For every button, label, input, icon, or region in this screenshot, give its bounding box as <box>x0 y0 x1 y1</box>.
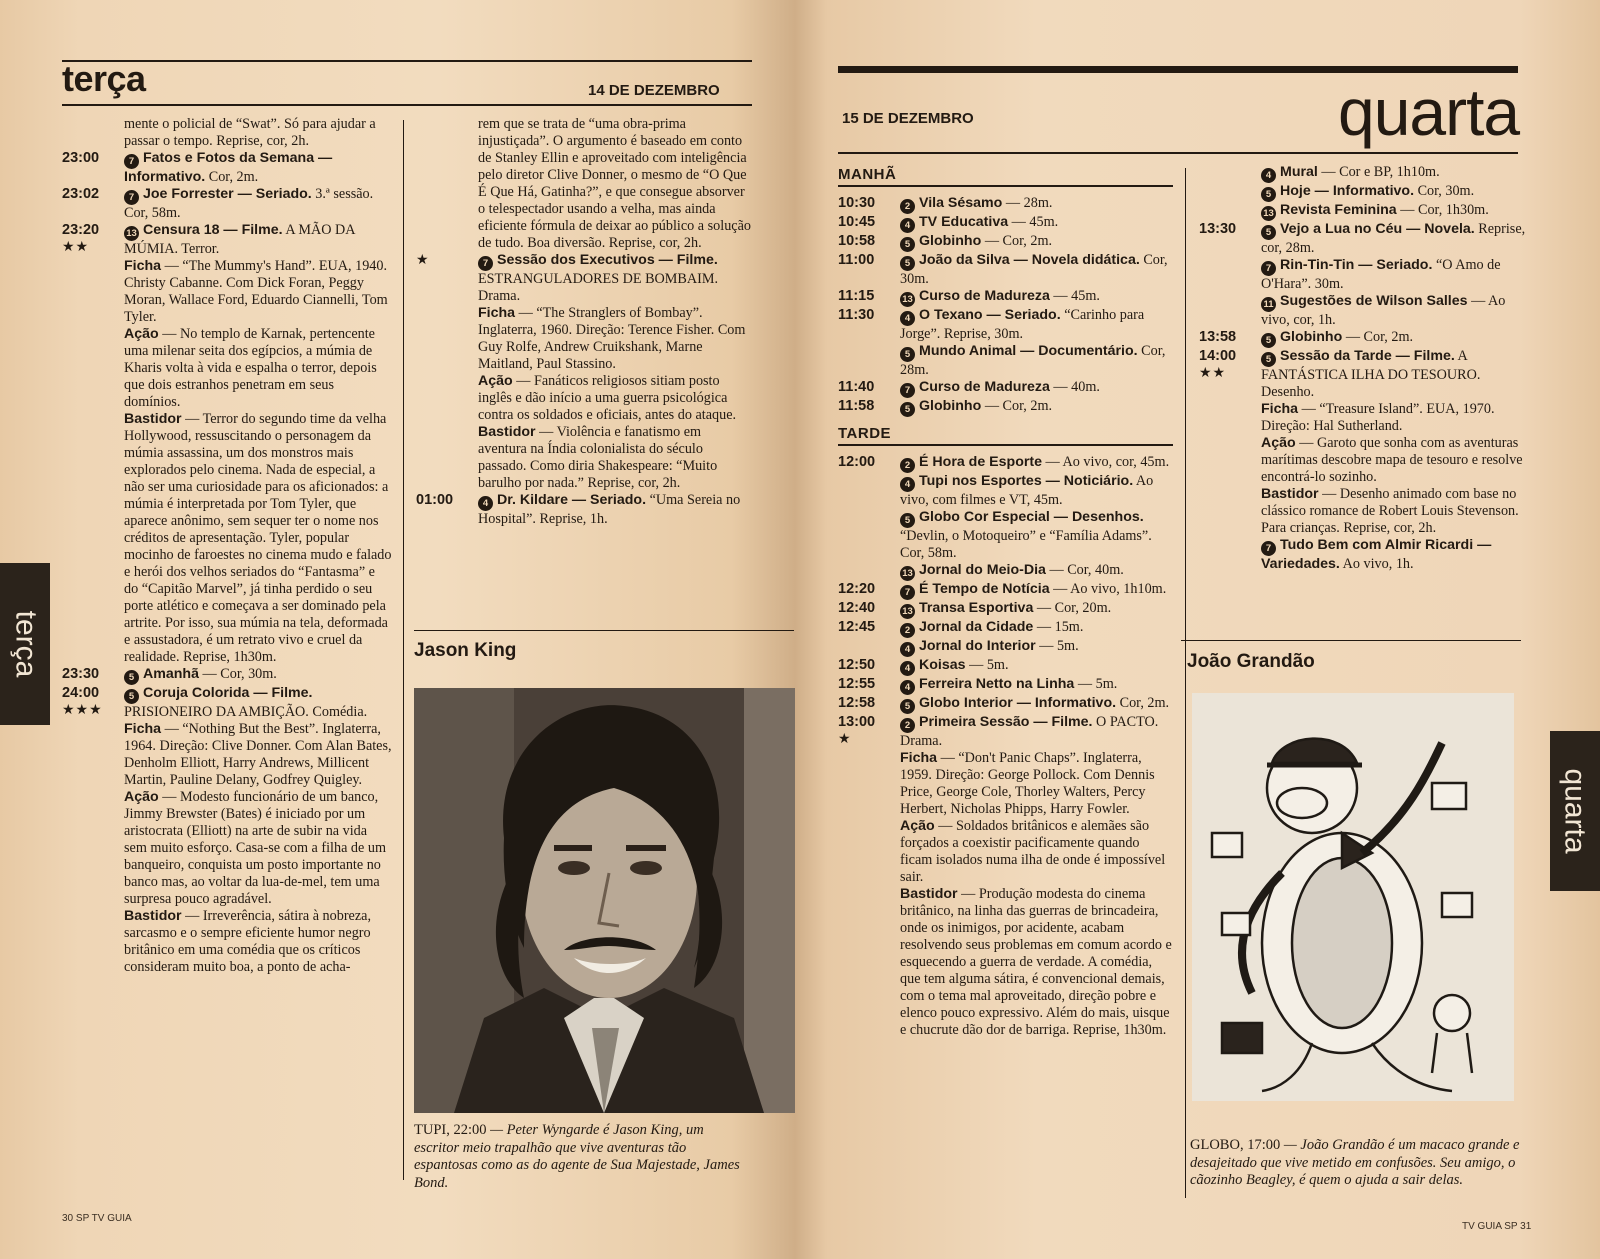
channel-badge: 5 <box>124 670 139 685</box>
listing-time: 12:20 <box>838 581 876 597</box>
listing-description: “Carinho para Jorge”. Reprise, 30m. <box>900 307 1145 342</box>
listing-title: João da Silva — Novela didática. <box>919 252 1140 268</box>
listing-title: Ação <box>124 326 159 342</box>
listing-time: 10:58 <box>838 233 876 249</box>
schedule-column-1 <box>838 158 1173 1039</box>
listing-time: 24:00 <box>62 685 100 701</box>
listing-entry <box>62 186 392 222</box>
rating-stars: ★ <box>416 253 430 268</box>
listing-entry <box>838 676 1173 695</box>
rating-stars: ★★ <box>1199 366 1227 381</box>
listing-description: “Uma Sereia no Hospital”. Reprise, 1h. <box>478 492 741 527</box>
listing-title: Hoje — Informativo. <box>1280 183 1415 199</box>
listing-title: Tupi nos Esportes — Noticiário. <box>919 473 1134 489</box>
listing-description: — 5m. <box>965 657 1009 673</box>
channel-badge: 5 <box>1261 225 1276 240</box>
listing-description: — No templo de Karnak, pertencente uma milenar seita dos egípcios, a múmia de Kharis volta à vida e espalha o terror, depois que dois estranhos penetram em seus domínios. <box>124 326 377 410</box>
listing-entry <box>416 373 752 424</box>
listing-entry <box>838 509 1173 562</box>
listing-description: — Desenho animado com base no clássico romance de Robert Louis Stevenson. Para crianças. Reprise, cor, 2h. <box>1261 486 1519 536</box>
channel-badge: 4 <box>900 642 915 657</box>
channel-badge: 4 <box>900 218 915 233</box>
listing-description: — 5m. <box>1035 638 1079 654</box>
listing-title: Sessão da Tarde — Filme. <box>1280 348 1455 364</box>
page-footer: TV GUIA SP 31 <box>1462 1221 1532 1232</box>
feature-caption-lead: TUPI, 22:00 <box>414 1122 487 1138</box>
channel-badge: 5 <box>900 699 915 714</box>
section-afternoon: TARDE <box>838 423 1173 446</box>
listing-description: Cor, 30m. <box>900 252 1168 287</box>
listing-entry <box>416 492 752 528</box>
morning-list <box>838 195 1173 417</box>
listing-description: — “Nothing But the Best”. Inglaterra, 1964. Direção: Clive Donner. Com Alan Bates, Denholm Elliott, Harry Andrews, Millicent Martin, Pauline Delany, Godfrey Quigley. <box>124 721 392 788</box>
listing-title: Bastidor <box>1261 486 1319 502</box>
schedule-column-1 <box>62 116 392 976</box>
left-page <box>0 0 795 1259</box>
listing-title: Bastidor <box>478 424 536 440</box>
listing-title: Bastidor <box>124 908 182 924</box>
listing-title: Sessão dos Executivos — Filme. <box>497 252 718 268</box>
listing-description: — 5m. <box>1074 676 1118 692</box>
section-morning: MANHÃ <box>838 164 1173 187</box>
side-tab-label: quarta <box>1559 768 1593 854</box>
listing-description: — Cor e BP, 1h10m. <box>1317 164 1440 180</box>
listing-description: — “The Mummy's Hand”. EUA, 1940. Christy Cabanne. Com Dick Foran, Peggy Moran, Wallace Ford, Eduardo Ciannelli, Tom Tyler. <box>124 258 388 325</box>
listing-description: — Produção modesta do cinema britânico, na linha das guerras de brincadeira, onde os inimigos, por acidente, acabam resolvendo seus problemas em comum acordo e esquecendo a guerra de verdade. A comédia, que tem alguma sátira, é convencional demais, com o tema mal aproveitado, direção pobre e elenco pouco expressivo. Além do mais, uisque e chucrute dão dor de barriga. Reprise, 1h30m. <box>900 886 1172 1038</box>
listing-entry <box>838 214 1173 233</box>
listing-title: Ferreira Netto na Linha <box>919 676 1075 692</box>
day-side-tab <box>1550 731 1600 891</box>
listing-title: Ação <box>478 373 513 389</box>
listing-description: Reprise, cor, 28m. <box>1261 221 1526 256</box>
listing-title: Primeira Sessão — Filme. <box>919 714 1093 730</box>
listing-description: Cor, 28m. <box>900 343 1166 378</box>
listing-entry <box>416 305 752 373</box>
listing-entry <box>838 398 1173 417</box>
listing-entry <box>838 454 1173 473</box>
listing-title: Jornal do Interior <box>919 638 1036 654</box>
day-side-tab <box>0 563 50 725</box>
channel-badge: 7 <box>1261 541 1276 556</box>
listing-time: 13:58 <box>1199 329 1237 345</box>
listing-title: É Hora de Esporte <box>919 454 1042 470</box>
listing-title: Censura 18 — Filme. <box>143 222 283 238</box>
listing-description: rem que se trata de “uma obra-prima injustiçada”. O argumento é baseado em conto de Stanley Ellin e aproveitado com inteligência pelo diretor Clive Donner, o mesmo de “O Que É Que Há, Gatinha?”, e que consegue absorver o telespectador usando a velha, mas ainda eficiente fórmula de deixar ao público a solução de tudo. Boa diversão. Reprise, cor, 2h. <box>478 116 751 251</box>
listing-description: PRISIONEIRO DA AMBIÇÃO. Comédia. <box>124 704 368 720</box>
listing-description: — Soldados britânicos e alemães são forçados a coexistir pacificamente quando ficam isolados numa ilha de onde é impossível sair. <box>900 818 1166 885</box>
listing-time: 12:58 <box>838 695 876 711</box>
listing-title: Mundo Animal — Documentário. <box>919 343 1138 359</box>
listing-description: Cor, 2m. <box>205 169 259 185</box>
listing-entry <box>62 222 392 258</box>
listing-title: Dr. Kildare — Seriado. <box>497 492 647 508</box>
channel-badge: 5 <box>900 513 915 528</box>
channel-badge: 4 <box>900 680 915 695</box>
listing-entry <box>838 288 1173 307</box>
listing-description: A MÃO DA MÚMIA. Terror. <box>124 222 355 257</box>
listing-title: Sugestões de Wilson Salles <box>1280 293 1468 309</box>
listing-description: Cor, 30m. <box>1414 183 1475 199</box>
listing-description: — Cor, 2m. <box>981 233 1053 249</box>
side-tab-label: terça <box>9 610 43 678</box>
channel-badge: 5 <box>900 347 915 362</box>
listing-time: 11:30 <box>838 307 875 323</box>
listing-description: — Cor, 2m. <box>1342 329 1414 345</box>
listing-entry <box>1199 221 1526 257</box>
channel-badge: 7 <box>1261 261 1276 276</box>
listing-time: 11:58 <box>838 398 875 414</box>
listing-title: Transa Esportiva <box>919 600 1034 616</box>
listing-entry <box>838 619 1173 638</box>
listing-title: Vila Sésamo <box>919 195 1003 211</box>
rating-stars: ★★ <box>62 240 90 255</box>
listing-entry <box>838 343 1173 379</box>
listing-title: Fatos e Fotos da Semana — Informativo. <box>124 150 333 185</box>
channel-badge: 4 <box>900 311 915 326</box>
listing-entry <box>62 411 392 666</box>
listing-description: “Devlin, o Motoqueiro” e “Família Adams”. Cor, 58m. <box>900 528 1152 561</box>
listing-description: — 28m. <box>1002 195 1053 211</box>
channel-badge: 5 <box>900 256 915 271</box>
listing-title: Ficha <box>1261 401 1299 417</box>
listing-time: 11:40 <box>838 379 875 395</box>
listing-entry <box>838 473 1173 509</box>
page-date: 14 DE DEZEMBRO <box>588 82 720 99</box>
listing-description: Ao vivo, com filmes e VT, 45m. <box>900 473 1154 508</box>
page-footer: 30 SP TV GUIA <box>62 1213 132 1224</box>
listing-title: Jornal da Cidade <box>919 619 1034 635</box>
listing-entry <box>1199 537 1526 573</box>
listing-description: ESTRANGULADORES DE BOMBAIM. Drama. <box>478 271 719 304</box>
listing-time: 23:30 <box>62 666 100 682</box>
feature-rule <box>1181 640 1521 641</box>
listing-time: 13:30 <box>1199 221 1237 237</box>
listing-entry <box>838 252 1173 288</box>
listing-entry <box>1199 329 1526 348</box>
listing-description: — Ao vivo, 1h10m. <box>1049 581 1167 597</box>
listing-time: 12:45 <box>838 619 876 635</box>
listing-description: — Cor, 20m. <box>1033 600 1112 616</box>
listing-description: A FANTÁSTICA ILHA DO TESOURO. Desenho. <box>1261 348 1481 400</box>
listing-entry <box>62 721 392 789</box>
feature-caption-lead: GLOBO, 17:00 <box>1190 1137 1281 1153</box>
listing-title: Joe Forrester — Seriado. <box>143 186 312 202</box>
channel-badge: 13 <box>900 292 915 307</box>
feature-caption-text: — João Grandão é um macaco grande e desajeitado que vive metido em confusões. Seu amigo, o cãozinho Beagley, é quem o ajuda a sair delas. <box>1190 1137 1520 1188</box>
listing-entry <box>838 379 1173 398</box>
channel-badge: 4 <box>478 496 493 511</box>
listing-entry <box>838 195 1173 214</box>
listing-time: 12:00 <box>838 454 876 470</box>
channel-badge: 5 <box>1261 187 1276 202</box>
listing-description: — Garoto que sonha com as aventuras marítimas descobre mapa de tesouro e resolve encontrá-lo sozinho. <box>1261 435 1523 485</box>
feature-rule <box>414 630 794 631</box>
channel-badge: 13 <box>1261 206 1276 221</box>
listing-title: Mural <box>1280 164 1318 180</box>
listing-entry <box>62 666 392 685</box>
listing-title: Amanhã <box>143 666 199 682</box>
listing-title: TV Educativa <box>919 214 1009 230</box>
listing-time: 13:00 <box>838 714 876 730</box>
listing-entry <box>62 258 392 326</box>
listing-title: Globo Interior — Informativo. <box>919 695 1117 711</box>
listing-entry <box>62 150 392 186</box>
listing-title: Curso de Madureza <box>919 379 1050 395</box>
listing-time: 23:02 <box>62 186 100 202</box>
listing-entry <box>838 818 1173 886</box>
feature-caption <box>1190 1137 1520 1190</box>
rating-stars: ★ <box>838 732 852 747</box>
listing-entry <box>838 638 1173 657</box>
channel-badge: 5 <box>1261 333 1276 348</box>
listing-time: 12:50 <box>838 657 876 673</box>
channel-badge: 2 <box>900 458 915 473</box>
listing-time: 12:40 <box>838 600 876 616</box>
listing-title: Bastidor <box>900 886 958 902</box>
channel-badge: 5 <box>900 237 915 252</box>
listing-entry <box>838 695 1173 714</box>
listing-description: — Ao vivo, cor, 1h. <box>1261 293 1506 328</box>
listing-description: — Fanáticos religiosos sitiam posto inglês e dão início a uma guerra psicológica contra os soldados e oficiais, antes do ataque. <box>478 373 737 423</box>
listing-entry <box>838 562 1173 581</box>
listing-title: Bastidor <box>124 411 182 427</box>
listing-title: Globinho <box>919 398 982 414</box>
channel-badge: 2 <box>900 623 915 638</box>
schedule-column-2 <box>416 116 752 528</box>
listing-time: 10:45 <box>838 214 876 230</box>
listing-description: — Irreverência, sátira à nobreza, sarcasmo e o sempre eficiente humor negro britânico em uma comédia que os críticos consideram muito boa, a ponto de acha- <box>124 908 371 975</box>
listing-title: Globo Cor Especial — Desenhos. <box>919 509 1144 525</box>
top-rule <box>62 60 752 62</box>
page-day-title: quarta <box>1338 75 1520 149</box>
page-date: 15 DE DEZEMBRO <box>842 110 974 127</box>
channel-badge: 5 <box>124 689 139 704</box>
listing-entry <box>416 116 752 252</box>
top-rule <box>838 66 1518 73</box>
listing-description: — Modesto funcionário de um banco, Jimmy Brewster (Bates) é iniciado por um aristocrata (Elliott) na arte de subir na vida sem muito esforço. Casa-se com a filha de um banqueiro, conquista um posto importante no banco mas, ao voltar da lua-de-mel, tem uma surpresa pouco agradável. <box>124 789 386 907</box>
listing-entry <box>62 908 392 976</box>
listing-time: 12:55 <box>838 676 876 692</box>
listing-entry <box>838 307 1173 343</box>
listing-entry <box>1199 401 1526 435</box>
listing-entry <box>416 424 752 492</box>
listing-title: Coruja Colorida — Filme. <box>143 685 313 701</box>
listing-description: — Terror do segundo time da velha Hollywood, ressuscitando o personagem da múmia assassina, um dos monstros mais explorados pelo cinema. Nada de especial, a não ser uma curiosidade para os aficionados: a múmia é interpretada por Tom Tyler, que aparece anônimo, sem sequer ter o nome nos créditos de apresentação. Tyler, popular mocinho de faroestes no cinema mudo e falado e herói dos velhos seriados do “Fantasma” e do “Capitão Marvel”, já tinha perdido o seu porte atlético e começava a ser dominado pela artrite. Por isso, sua múmia na tela, deformada e assustadora, é um retrato vivo e cruel da realidade. Reprise, 1h30m. <box>124 411 392 665</box>
listing-title: Ação <box>124 789 159 805</box>
listing-title: O Texano — Seriado. <box>919 307 1061 323</box>
channel-badge: 13 <box>124 226 139 241</box>
listing-description: O PACTO. Drama. <box>900 714 1159 749</box>
feature-heading: Jason King <box>414 640 517 661</box>
listing-title: Revista Feminina <box>1280 202 1397 218</box>
listing-entry <box>838 657 1173 676</box>
listing-title: Ficha <box>900 750 938 766</box>
listing-title: Ficha <box>124 258 162 274</box>
channel-badge: 5 <box>900 402 915 417</box>
channel-badge: 4 <box>900 661 915 676</box>
listing-description: — “Don't Panic Chaps”. Inglaterra, 1959. Direção: George Pollock. Com Dennis Price, George Cole, Thorley Walters, Percy Herbert, Nicholas Phipps, Harry Fowler. <box>900 750 1155 817</box>
listing-entry <box>838 581 1173 600</box>
column-divider <box>403 120 404 1180</box>
page-day-title: terça <box>62 58 146 99</box>
listing-title: Ficha <box>478 305 516 321</box>
listing-title: Ação <box>1261 435 1296 451</box>
listing-entry <box>1199 257 1526 293</box>
channel-badge: 7 <box>900 585 915 600</box>
listing-entry <box>1199 486 1526 537</box>
header-rule <box>838 152 1518 154</box>
feature-heading: João Grandão <box>1187 651 1315 672</box>
listing-description: mente o policial de “Swat”. Só para ajudar a passar o tempo. Reprise, cor, 2h. <box>124 116 376 149</box>
channel-badge: 13 <box>900 604 915 619</box>
listing-title: Koisas <box>919 657 966 673</box>
listing-description: — 40m. <box>1049 379 1100 395</box>
listing-title: É Tempo de Notícia <box>919 581 1050 597</box>
listing-description: 3.ª sessão. Cor, 58m. <box>124 186 374 221</box>
feature-caption <box>414 1122 744 1192</box>
listing-description: — 45m. <box>1008 214 1059 230</box>
channel-badge: 7 <box>124 190 139 205</box>
listing-time: 10:30 <box>838 195 876 211</box>
listing-entry <box>1199 293 1526 329</box>
listing-entry <box>1199 183 1526 202</box>
channel-badge: 11 <box>1261 297 1276 312</box>
listing-description: — Cor, 30m. <box>198 666 277 682</box>
channel-badge: 2 <box>900 199 915 214</box>
channel-badge: 7 <box>124 154 139 169</box>
listing-entry <box>62 116 392 150</box>
listing-time: 23:00 <box>62 150 100 166</box>
listing-time: 01:00 <box>416 492 454 508</box>
listing-title: Ação <box>900 818 935 834</box>
listing-entry <box>1199 164 1526 183</box>
schedule-column-2 <box>1199 164 1526 573</box>
listing-description: — “The Stranglers of Bombay”. Inglaterra, 1960. Direção: Terence Fisher. Com Guy Rolfe, Andrew Cruikshank, Marne Maitland, Paul Stassino. <box>478 305 746 372</box>
listing-entry <box>1199 202 1526 221</box>
column-divider <box>1185 168 1186 1198</box>
listing-entry <box>838 600 1173 619</box>
listing-title: Tudo Bem com Almir Ricardi — Variedades. <box>1261 537 1492 572</box>
jason-king-photo <box>414 688 795 1113</box>
header-rule <box>62 104 752 106</box>
channel-badge: 13 <box>900 566 915 581</box>
listing-time: 11:15 <box>838 288 875 304</box>
listing-description: — Cor, 1h30m. <box>1396 202 1489 218</box>
listing-title: Globinho <box>1280 329 1343 345</box>
listing-title: Ficha <box>124 721 162 737</box>
listing-title: Curso de Madureza <box>919 288 1050 304</box>
rating-stars: ★★★ <box>62 703 103 718</box>
afternoon-list <box>838 454 1173 1039</box>
listing-entry <box>1199 435 1526 486</box>
listing-time: 11:00 <box>838 252 875 268</box>
listing-title: Rin-Tin-Tin — Seriado. <box>1280 257 1433 273</box>
listing-description: — Ao vivo, cor, 45m. <box>1042 454 1170 470</box>
channel-badge: 4 <box>900 477 915 492</box>
listing-title: Jornal do Meio-Dia <box>919 562 1046 578</box>
listing-entry <box>838 714 1173 750</box>
listing-entry <box>62 685 392 721</box>
listing-entry <box>416 252 752 305</box>
channel-badge: 7 <box>478 256 493 271</box>
listing-description: — Cor, 2m. <box>981 398 1053 414</box>
channel-badge: 2 <box>900 718 915 733</box>
listing-entry <box>838 233 1173 252</box>
listing-entry <box>62 326 392 411</box>
listing-description: Cor, 2m. <box>1116 695 1170 711</box>
channel-badge: 5 <box>1261 352 1276 367</box>
listing-description: Ao vivo, 1h. <box>1339 556 1414 572</box>
listing-description: — 15m. <box>1033 619 1084 635</box>
listing-time: 14:00 <box>1199 348 1237 364</box>
channel-badge: 7 <box>900 383 915 398</box>
listing-entry <box>838 750 1173 818</box>
listing-entry <box>1199 348 1526 401</box>
feature-caption-text: — Peter Wyngarde é Jason King, um escritor meio trapalhão que vive aventuras tão espantosas como as do agente de Sua Majestade, James Bond. <box>414 1122 740 1191</box>
listing-description: — “Treasure Island”. EUA, 1970. Direção: Hal Sutherland. <box>1261 401 1495 434</box>
listing-entry <box>62 789 392 908</box>
listing-title: Vejo a Lua no Céu — Novela. <box>1280 221 1475 237</box>
right-page <box>795 0 1600 1259</box>
listing-entry <box>838 886 1173 1039</box>
listing-description: — 45m. <box>1049 288 1100 304</box>
listing-description: — Cor, 40m. <box>1045 562 1124 578</box>
listing-time: 23:20 <box>62 222 100 238</box>
joao-grandao-cartoon <box>1192 693 1514 1101</box>
channel-badge: 4 <box>1261 168 1276 183</box>
listing-description: — Violência e fanatismo em aventura na Índia colonialista do século passado. Como diria Shakespeare: “Muito barulho por nada.” Reprise, cor, 2h. <box>478 424 718 491</box>
listing-title: Globinho <box>919 233 982 249</box>
listing-description: “O Amo de O'Hara”. 30m. <box>1261 257 1501 292</box>
